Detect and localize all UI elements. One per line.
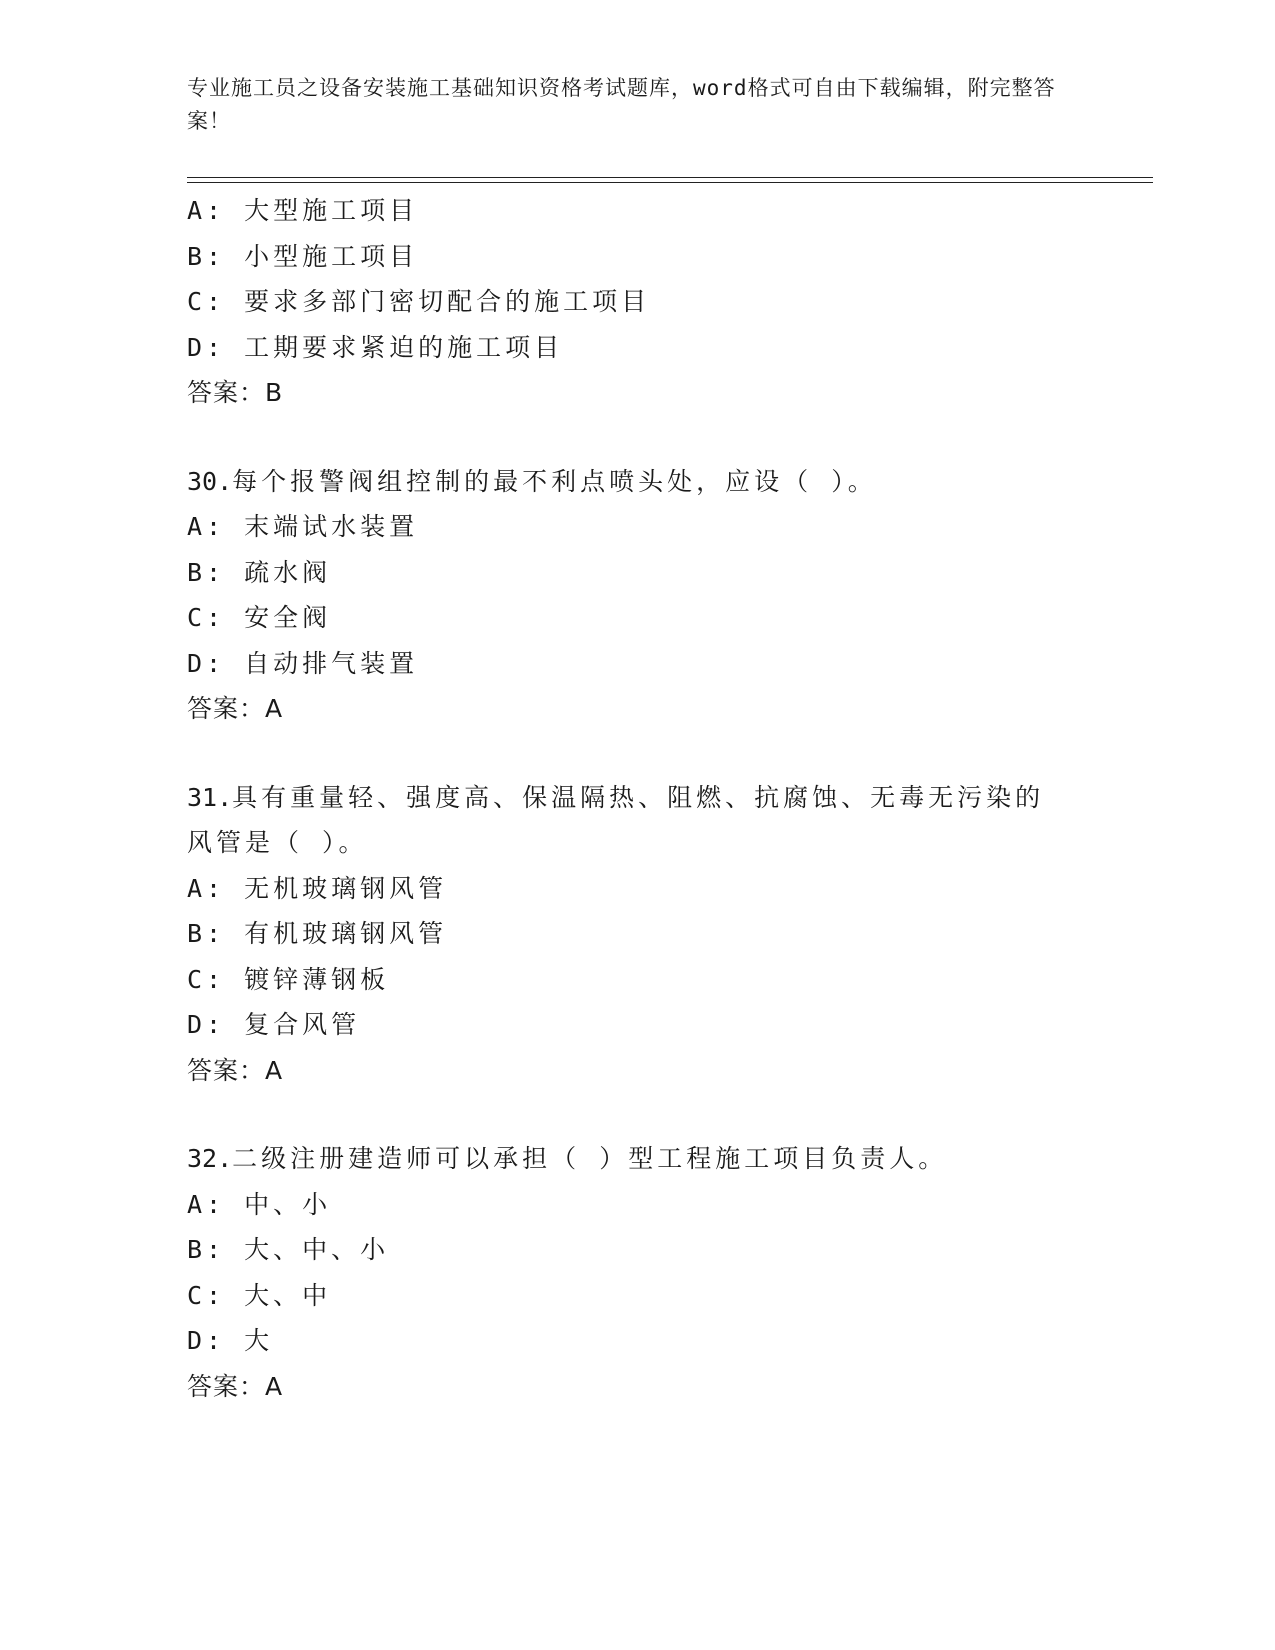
header-rule-top (187, 177, 1153, 178)
option-text: 中、小 (244, 1189, 332, 1219)
option-c (187, 957, 1147, 1003)
question-number: 32. (187, 1144, 233, 1173)
option-b (187, 1227, 1147, 1273)
option-c (187, 595, 1147, 641)
option-text: 镀锌薄钢板 (244, 964, 390, 994)
question-text: 具有重量轻、强度高、保温隔热、阻燃、抗腐蚀、无毒无污染的风管是（ ）。 (187, 782, 1045, 857)
question-list (187, 188, 1147, 1409)
option-text: 工期要求紧迫的施工项目 (244, 332, 564, 362)
option-letter: B: (187, 919, 226, 948)
option-letter: A: (187, 512, 226, 541)
question-text: 二级注册建造师可以承担（ ）型工程施工项目负责人。 (232, 1144, 948, 1173)
option-text: 自动排气装置 (244, 648, 419, 678)
spacer (187, 1093, 1147, 1136)
option-letter: A: (187, 196, 226, 225)
document-header: 专业施工员之设备安装施工基础知识资格考试题库，word格式可自由下载编辑，附完整答案！ (187, 76, 1056, 133)
option-letter: B: (187, 241, 226, 271)
option-text: 大 (244, 1326, 274, 1355)
option-text: 小型施工项目 (244, 241, 419, 271)
option-text: 大型施工项目 (244, 196, 419, 225)
option-text: 大、中、小 (244, 1235, 390, 1264)
option-b (187, 911, 1147, 957)
question-31-block (187, 775, 1147, 1094)
option-text: 有机玻璃钢风管 (244, 919, 448, 948)
question-stem (187, 1136, 1147, 1182)
question-number: 30. (187, 466, 233, 496)
option-letter: C: (187, 1280, 226, 1310)
header-rule-bottom (187, 182, 1153, 183)
question-30-block (187, 459, 1147, 732)
option-d (187, 641, 1147, 687)
prev-question-block (187, 188, 1147, 416)
option-d (187, 1002, 1147, 1048)
spacer (187, 732, 1147, 775)
option-b (187, 234, 1147, 280)
option-text: 疏水阀 (244, 557, 332, 587)
question-32-block (187, 1136, 1147, 1409)
spacer (187, 416, 1147, 459)
option-c (187, 1273, 1147, 1319)
answer-line: 答案：A (187, 1371, 284, 1401)
option-letter: D: (187, 648, 226, 678)
question-text: 每个报警阀组控制的最不利点喷头处，应设（ ）。 (232, 466, 877, 496)
option-letter: B: (187, 1235, 226, 1264)
option-letter: B: (187, 557, 226, 587)
option-letter: A: (187, 873, 226, 903)
option-a (187, 188, 1147, 234)
answer-line: 答案：A (187, 1055, 284, 1085)
option-text: 末端试水装置 (244, 512, 419, 541)
option-letter: C: (187, 287, 226, 316)
option-text: 复合风管 (244, 1010, 361, 1039)
question-stem (187, 459, 1147, 505)
option-d (187, 325, 1147, 371)
option-text: 无机玻璃钢风管 (244, 873, 448, 903)
option-letter: D: (187, 332, 226, 362)
option-a (187, 504, 1147, 550)
question-stem (187, 775, 1067, 866)
option-letter: A: (187, 1189, 226, 1219)
option-letter: C: (187, 964, 226, 994)
option-letter: D: (187, 1326, 226, 1355)
option-text: 大、中 (244, 1280, 332, 1310)
option-c (187, 279, 1147, 325)
option-a (187, 866, 1147, 912)
answer-line: 答案：A (187, 694, 284, 723)
question-number: 31. (187, 782, 233, 812)
option-d (187, 1318, 1147, 1364)
option-text: 安全阀 (244, 603, 332, 632)
option-b (187, 550, 1147, 596)
option-a (187, 1182, 1147, 1228)
option-letter: D: (187, 1010, 226, 1039)
option-letter: C: (187, 603, 226, 632)
option-text: 要求多部门密切配合的施工项目 (244, 287, 651, 316)
answer-line: 答案：B (187, 378, 284, 407)
